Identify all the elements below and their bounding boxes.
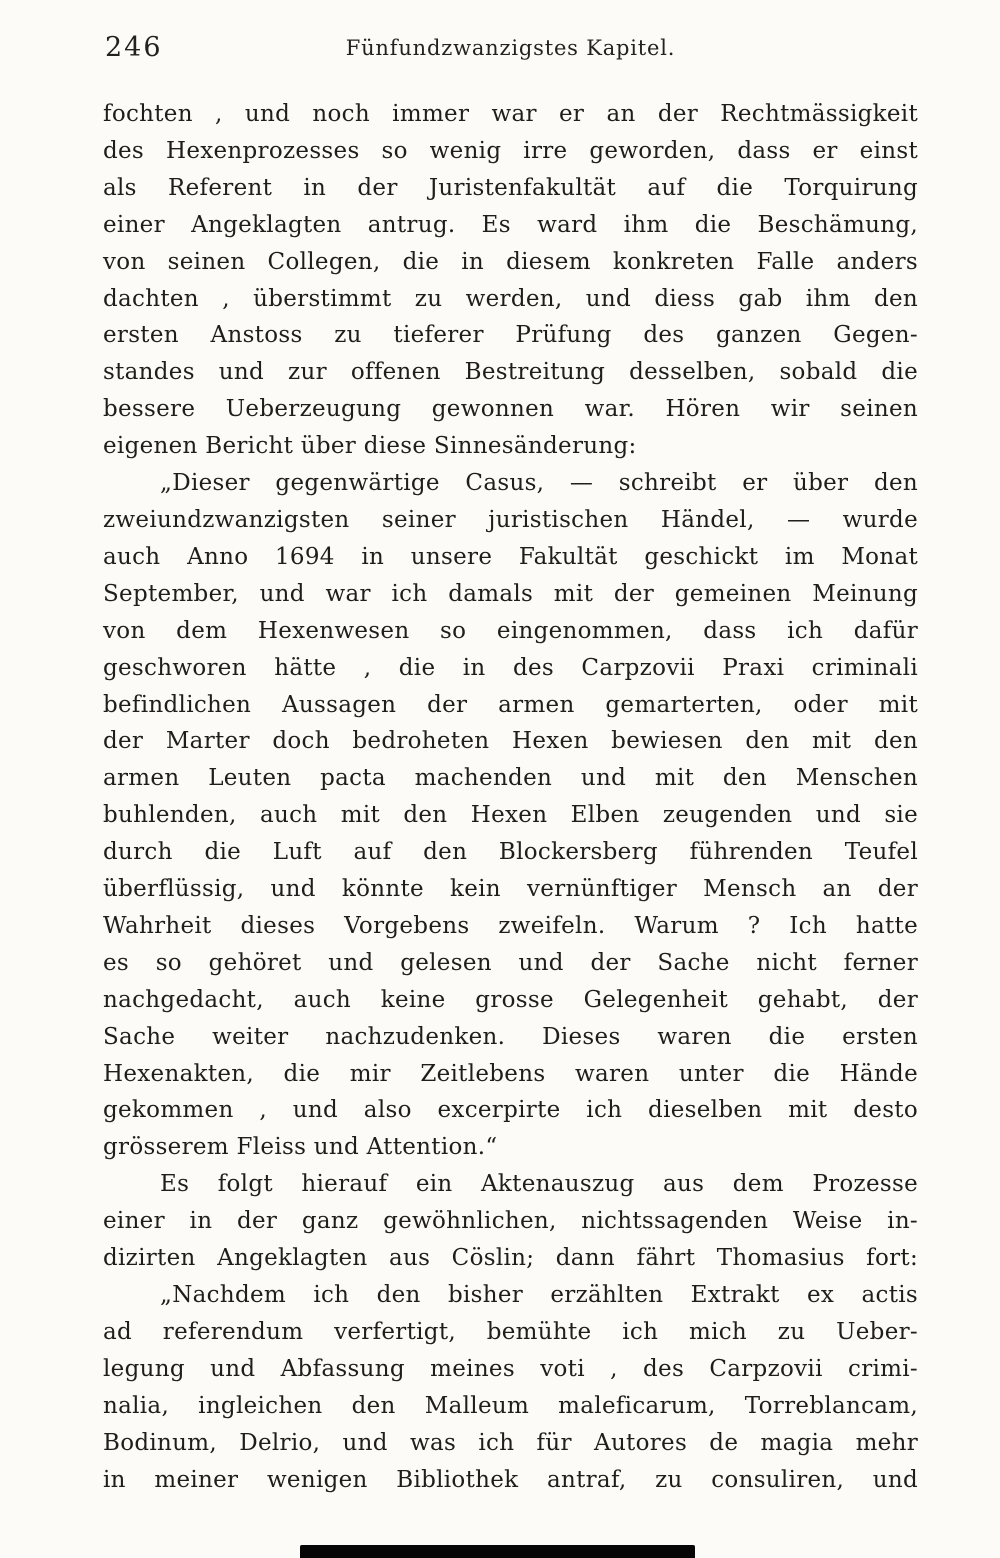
- paragraph: [103, 96, 918, 465]
- page-header: [103, 30, 918, 70]
- text-line: gekommen , und also excerpirte ich dieselben mit desto: [103, 1097, 918, 1124]
- text-line: Hexenakten, die mir Zeitlebens waren unter die Hände: [103, 1060, 918, 1087]
- text-line: Sache weiter nachzudenken. Dieses waren die ersten: [103, 1023, 918, 1050]
- text-line: auch Anno 1694 in unsere Fakultät geschickt im Monat: [103, 543, 918, 570]
- text-line: durch die Luft auf den Blockersberg führenden Teufel: [103, 839, 918, 866]
- scan-artifact-bar: [300, 1545, 695, 1558]
- text-line: des Hexenprozesses so wenig irre geworden, dass er einst: [103, 137, 918, 164]
- text-line: in meiner wenigen Bibliothek antraf, zu consuliren, und: [103, 1466, 918, 1493]
- text-line: zweiundzwanzigsten seiner juristischen Händel, — wurde: [103, 506, 918, 533]
- text-line: von seinen Collegen, die in diesem konkreten Falle anders: [103, 248, 918, 275]
- text-line: grösserem Fleiss und Attention.“: [103, 1134, 498, 1161]
- text-line: es so gehöret und gelesen und der Sache nicht ferner: [103, 949, 918, 976]
- text-line: fochten , und noch immer war er an der Rechtmässigkeit: [103, 101, 918, 127]
- text-line: einer Angeklagten antrug. Es ward ihm die Beschämung,: [103, 211, 918, 238]
- text-line: legung und Abfassung meines voti , des Carpzovii crimi-: [103, 1355, 918, 1382]
- paragraph: [103, 465, 918, 1166]
- text-line: Es folgt hierauf ein Aktenauszug aus dem Prozesse: [160, 1171, 918, 1198]
- chapter-header: Fünfundzwanzigstes Kapitel.: [345, 36, 676, 60]
- paragraph: [103, 1166, 918, 1277]
- text-line: „Dieser gegenwärtige Casus, — schreibt er über den: [160, 470, 918, 497]
- text-line: als Referent in der Juristenfakultät auf die Torquirung: [103, 174, 918, 201]
- text-line: dizirten Angeklagten aus Cöslin; dann fährt Thomasius fort:: [103, 1245, 918, 1272]
- text-line: „Nachdem ich den bisher erzählten Extrakt ex actis: [160, 1282, 918, 1308]
- text-line: dachten , überstimmt zu werden, und diess gab ihm den: [103, 285, 918, 312]
- text-line: der Marter doch bedroheten Hexen bewiesen den mit den: [103, 728, 918, 755]
- text-line: geschworen hätte , die in des Carpzovii Praxi criminali: [103, 654, 918, 681]
- text-line: eigenen Bericht über diese Sinnesänderung:: [103, 433, 637, 460]
- paragraph: [103, 1277, 918, 1498]
- text-line: bessere Ueberzeugung gewonnen war. Hören wir seinen: [103, 396, 918, 423]
- text-line: Bodinum, Delrio, und was ich für Autores de magia mehr: [103, 1429, 918, 1456]
- text-line: armen Leuten pacta machenden und mit den Menschen: [103, 765, 918, 792]
- text-line: ad referendum verfertigt, bemühte ich mich zu Ueber-: [103, 1318, 918, 1345]
- text-line: ersten Anstoss zu tieferer Prüfung des ganzen Gegen-: [103, 322, 918, 349]
- text-line: befindlichen Aussagen der armen gemarterten, oder mit: [103, 691, 918, 718]
- text-line: nachgedacht, auch keine grosse Gelegenheit gehabt, der: [103, 986, 918, 1013]
- text-line: buhlenden, auch mit den Hexen Elben zeugenden und sie: [103, 802, 918, 829]
- page-body: [103, 96, 918, 1498]
- text-line: Wahrheit dieses Vorgebens zweifeln. Warum ? Ich hatte: [103, 912, 918, 939]
- text-line: einer in der ganz gewöhnlichen, nichtssagenden Weise in-: [103, 1208, 918, 1235]
- text-line: September, und war ich damals mit der gemeinen Meinung: [103, 580, 918, 607]
- page-number: 246: [105, 32, 163, 63]
- text-line: nalia, ingleichen den Malleum maleficarum, Torreblancam,: [103, 1392, 918, 1419]
- text-line: überflüssig, und könnte kein vernünftiger Mensch an der: [103, 876, 918, 903]
- text-line: standes und zur offenen Bestreitung desselben, sobald die: [103, 359, 918, 386]
- text-line: von dem Hexenwesen so eingenommen, dass ich dafür: [103, 617, 918, 644]
